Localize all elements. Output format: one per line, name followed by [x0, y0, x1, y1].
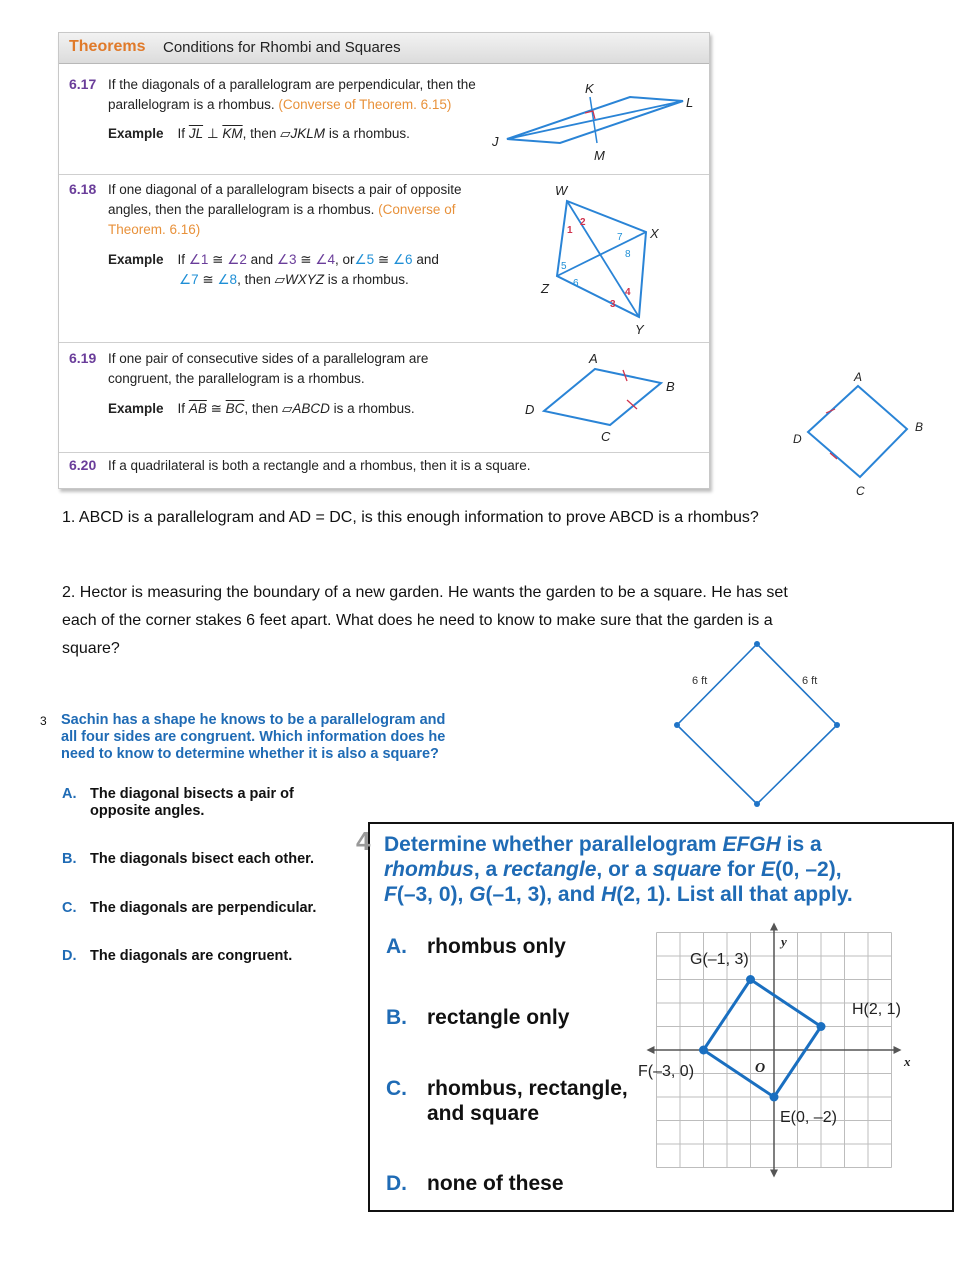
angle-2: ∠2	[227, 252, 247, 267]
figure-name: ABCD	[292, 401, 330, 416]
label-d: D	[525, 402, 535, 417]
angle-label-7: 7	[617, 232, 623, 243]
theorem-figures	[59, 33, 709, 488]
angle-7: ∠7	[179, 272, 199, 287]
graph-axes	[647, 923, 902, 1178]
diagonal-zx	[557, 232, 646, 276]
theorem-number: 6.17	[69, 76, 97, 92]
label-m: M	[594, 148, 605, 163]
stem-text: square	[652, 858, 722, 881]
label-j: J	[492, 134, 499, 149]
stem-text: (2, 1). List all that apply.	[616, 883, 853, 906]
angle-4: ∠4	[315, 252, 335, 267]
label-f: F(–3, 0)	[638, 1063, 695, 1080]
label-l: L	[686, 95, 694, 110]
point-f	[699, 1046, 708, 1055]
cong-symbol: ≅	[206, 401, 226, 416]
question-4-stem	[384, 832, 944, 907]
theorem-reference: (Converse of	[378, 202, 456, 217]
angle-8: ∠8	[217, 272, 238, 287]
y-axis-arrow	[770, 1170, 778, 1178]
stem-text: F	[384, 883, 397, 906]
garden-square	[677, 644, 837, 804]
rhombus-abcd	[544, 369, 661, 425]
question-line: square?	[62, 640, 120, 657]
angle-label-3: 3	[610, 299, 616, 310]
q4-option-c[interactable]	[386, 1076, 628, 1126]
angle-label-4: 4	[625, 287, 631, 298]
x-axis-arrow	[894, 1046, 902, 1054]
label-d: D	[793, 432, 802, 446]
option-text: The diagonals bisect each other.	[90, 851, 315, 867]
example-text: , or	[334, 252, 355, 267]
example-text: , then ▱	[237, 272, 285, 287]
cong-symbol: ≅	[198, 272, 218, 287]
angle-5: ∠5	[354, 252, 375, 267]
question-4-box	[356, 822, 954, 1212]
parallelogram-efgh	[704, 980, 822, 1098]
question-line: 2. Hector is measuring the boundary of a new garden. He wants the garden to be a square. He has set	[62, 584, 788, 601]
option-text: rhombus only	[427, 935, 566, 958]
angle-label-8: 8	[625, 249, 631, 260]
label-k: K	[585, 81, 594, 96]
theorem-number: 6.19	[69, 350, 97, 366]
option-letter: D.	[386, 1172, 407, 1195]
theorem-line: congruent, the parallelogram is a rhombus.	[108, 371, 365, 386]
rhombus-abcd-figure	[525, 351, 675, 444]
option-text: and square	[427, 1102, 540, 1125]
option-letter: A.	[386, 935, 407, 958]
corner-stake	[754, 801, 760, 807]
option-letter: B.	[386, 1006, 407, 1029]
q4-option-b[interactable]	[386, 1005, 569, 1030]
example-label: Example	[108, 401, 164, 416]
label-a: A	[854, 370, 863, 384]
dimension-right: 6 ft	[802, 675, 818, 687]
label-c: C	[601, 429, 611, 444]
example-text: If	[177, 401, 186, 416]
x-axis-arrow	[647, 1046, 655, 1054]
stem-text: for	[721, 858, 761, 881]
option-letter: D.	[62, 948, 77, 964]
stem-text: EFGH	[722, 833, 781, 856]
q3-option-b[interactable]	[62, 851, 314, 868]
angle-label-5: 5	[561, 261, 567, 272]
question-4-number: 4	[356, 826, 371, 856]
label-g: G(–1, 3)	[690, 951, 749, 968]
option-text: rhombus, rectangle,	[427, 1077, 628, 1100]
theorem-number: 6.18	[69, 181, 97, 197]
label-b: B	[666, 379, 675, 394]
stem-text: (–1, 3), and	[485, 883, 602, 906]
segment-bc: $\overline{BC}$	[225, 401, 245, 416]
stem-text: rhombus	[384, 858, 474, 881]
side-rhombus-figure	[780, 365, 930, 500]
graph-points	[699, 975, 826, 1102]
q3-option-a[interactable]	[62, 786, 352, 820]
option-text: none of these	[427, 1172, 564, 1195]
rhombus-jklm-figure	[491, 81, 693, 163]
corner-stake	[674, 722, 680, 728]
example-text: and	[412, 252, 439, 267]
example-text: is a rhombus.	[325, 126, 410, 141]
corner-stake	[834, 722, 840, 728]
q3-option-c[interactable]	[62, 900, 316, 917]
point-e	[770, 1093, 779, 1102]
stem-text: G	[469, 883, 486, 906]
example-label: Example	[108, 252, 164, 267]
theorem-line: angles, then the parallelogram is a rhombus.	[108, 202, 375, 217]
angle-1: ∠1	[188, 252, 209, 267]
corner-stake	[754, 641, 760, 647]
label-a: A	[589, 351, 598, 366]
point-g	[746, 975, 755, 984]
question-line: each of the corner stakes 6 feet apart. What does he need to know to make sure that the garden is a	[62, 612, 773, 629]
stem-text: rectangle	[503, 858, 597, 881]
theorem-line: If one diagonal of a parallelogram bisects a pair of opposite	[108, 182, 462, 197]
rhombus-wxyz	[557, 201, 646, 317]
theorem-line: If one pair of consecutive sides of a parallelogram are	[108, 351, 429, 366]
q4-option-a[interactable]	[386, 934, 566, 959]
theorem-reference: (Converse of Theorem. 6.15)	[278, 97, 452, 112]
angle-label-6: 6	[573, 278, 579, 289]
cong-symbol: ≅	[374, 252, 393, 267]
coordinate-graph	[638, 932, 930, 1172]
segment-jl: $\overline{JL}$	[188, 126, 204, 141]
question-3-stem: Sachin has a shape he knows to be a parallelogram and all four sides are congruent. Which information does he need to know to determine whether it is also a square?	[61, 712, 446, 762]
stem-text: is a	[780, 833, 822, 856]
option-letter: B.	[62, 851, 77, 867]
stem-text: Determine whether parallelogram	[384, 833, 723, 856]
rhombus-wxyz-figure	[540, 183, 660, 337]
option-text: The diagonals are congruent.	[90, 948, 293, 964]
label-c: C	[856, 484, 865, 498]
option-letter: A.	[62, 786, 77, 802]
q3-option-d[interactable]	[62, 948, 292, 965]
theorem-line: If the diagonals of a parallelogram are perpendicular, then the	[108, 77, 476, 92]
example-text: If	[177, 252, 189, 267]
theorem-number: 6.20	[69, 457, 97, 473]
example-text: and	[246, 252, 277, 267]
cong-symbol: ≅	[208, 252, 228, 267]
example-text: , then ▱	[242, 126, 291, 141]
axis-label-x: x	[904, 1054, 911, 1069]
angle-label-2: 2	[580, 217, 586, 228]
figure-name: JKLM	[290, 126, 326, 141]
example-text: If	[177, 126, 186, 141]
label-z: Z	[541, 281, 549, 296]
label-x: X	[650, 226, 659, 241]
stem-text: (0, –2),	[775, 858, 842, 881]
angle-6: ∠6	[392, 252, 413, 267]
label-e: E(0, –2)	[780, 1109, 837, 1126]
stem-text: H	[601, 883, 617, 906]
segment-km: $\overline{KM}$	[222, 126, 243, 141]
theorem-line: parallelogram is a rhombus.	[108, 97, 275, 112]
example-label: Example	[108, 126, 164, 141]
example-text: is a rhombus.	[329, 401, 415, 416]
label-b: B	[915, 420, 924, 434]
point-h	[817, 1022, 826, 1031]
theorems-box	[58, 32, 710, 489]
perp-symbol: ⊥	[206, 126, 219, 141]
angle-label-1: 1	[567, 225, 573, 236]
label-y: Y	[635, 322, 644, 337]
question-3-number: 3	[40, 714, 47, 728]
dimension-left: 6 ft	[692, 675, 708, 687]
label-h: H(2, 1)	[852, 1001, 901, 1018]
option-text: The diagonals are perpendicular.	[90, 900, 317, 916]
stem-text: , a	[473, 858, 504, 881]
option-text: rectangle only	[427, 1006, 570, 1029]
theorem-reference: Theorem. 6.16)	[108, 222, 201, 237]
theorems-word: Theorems	[69, 38, 146, 55]
q4-option-d[interactable]	[386, 1171, 564, 1196]
question-1: 1. ABCD is a parallelogram and AD = DC, is this enough information to prove ABCD is a rhombus?	[62, 509, 759, 526]
theorems-title: Conditions for Rhombi and Squares	[163, 39, 401, 56]
stem-text: E	[760, 858, 775, 881]
origin-label: O	[755, 1061, 766, 1076]
option-text: The diagonal bisects a pair of opposite angles.	[90, 786, 294, 819]
garden-square-figure	[665, 636, 850, 811]
stem-text: , or a	[596, 858, 653, 881]
y-axis-arrow	[770, 923, 778, 931]
label-w: W	[555, 183, 568, 198]
cong-symbol: ≅	[296, 252, 316, 267]
option-letter: C.	[386, 1077, 407, 1100]
side-rhombus	[808, 386, 907, 477]
stem-text: (–3, 0),	[396, 883, 470, 906]
theorem-text: If a quadrilateral is both a rectangle and a rhombus, then it is a square.	[108, 458, 531, 473]
figure-name: WXYZ	[285, 272, 324, 287]
angle-3: ∠3	[276, 252, 297, 267]
example-text: is a rhombus.	[324, 272, 409, 287]
option-letter: C.	[62, 900, 77, 916]
axis-label-y: y	[781, 934, 787, 949]
example-text: , then ▱	[244, 401, 293, 416]
segment-ab: $\overline{AB}$	[188, 401, 207, 416]
